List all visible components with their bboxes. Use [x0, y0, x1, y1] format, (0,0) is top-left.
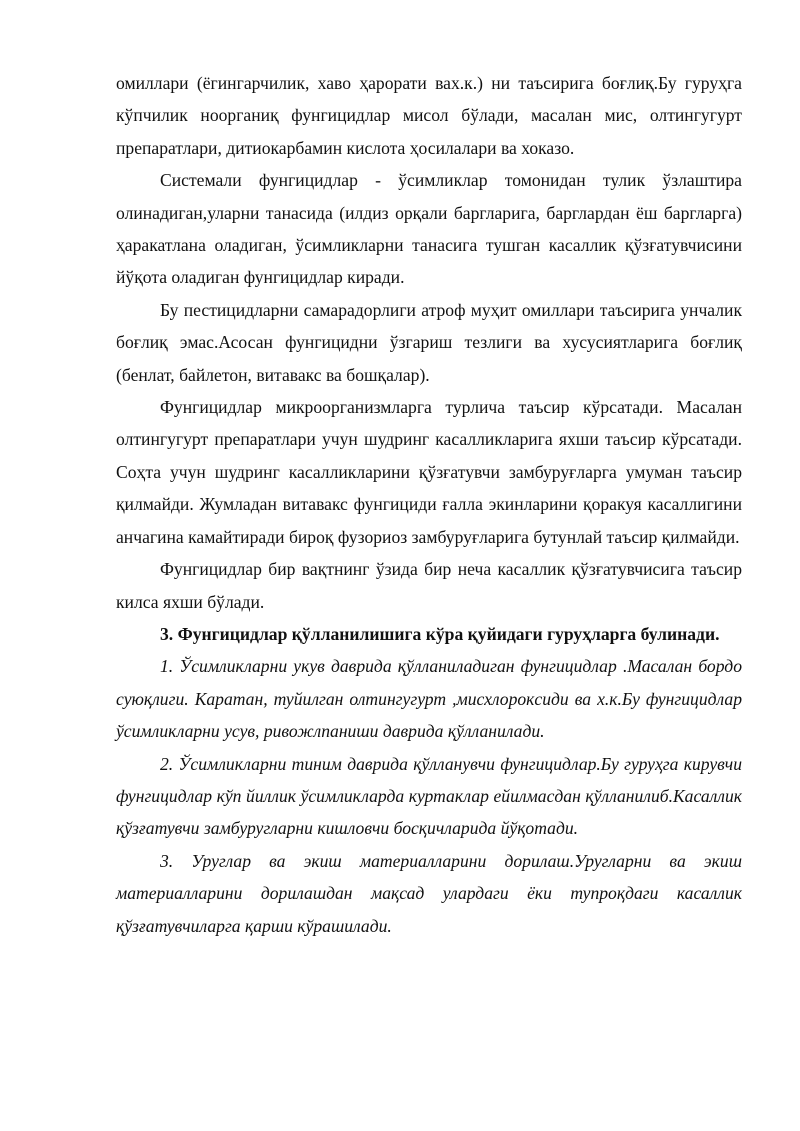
list-item: 2. Ўсимликларни тиним даврида қўлланувчи фунгицидлар.Бу гуруҳга кирувчи фунгицидлар кўп йиллик ўсимликларда куртаклар ейилмасдан қўлланилиб.Касаллик қўзғатувчи замбуругларни кишловчи босқичларида йўқотади.	[116, 753, 742, 839]
paragraph-systemic-fungicides: Системали фунгицидлар - ўсимликлар томонидан тулик ўзлаштира олинадиган,уларни танасида (илдиз орқали баргларига, барглардан ёш баргларга) ҳаракатлана оладиган, ўсимликларни танасига тушган касаллик қўзғатувчисини йўқота оладиган фунгицидлар киради.	[116, 170, 742, 288]
section-heading: 3. Фунгицидлар қўлланилишига кўра қуйидаги гуруҳларга булинади.	[160, 623, 720, 644]
paragraph-microorganism-effect: Фунгицидлар микроорганизмларга турлича таъсир кўрсатади. Масалан олтингугурт препаратлари учун шудринг касалликларига яхши таъсир кўрсатади. Соҳта учун шудринг касалликларини қўзғатувчи замбуруғларга умуман таъсир қилмайди. Жумладан витавакс фунгициди ғалла экинларини қоракуя касаллигини анчагина камайтиради бироқ фузориоз замбуруғларига бутунлай таъсир қилмайди.	[116, 397, 742, 547]
paragraph-pesticide-efficiency: Бу пестицидларни самарадорлиги атроф муҳит омиллари таъсирига унчалик боғлиқ эмас.Асосан фунгицидни ўзгариш тезлиги ва хусусиятларига боғлиқ (бенлат, байлетон, витавакс ва бошқалар).	[116, 299, 742, 385]
list-item: 1. Ўсимликларни укув даврида қўлланиладиган фунгицидлар .Масалан бордо суюқлиги. Каратан, туйилган олтингугурт ,мисхлорокcиди ва х.к.Бу фунгицидлар ўсимликларни усув, ривожлпаниши даврида қўлланилади.	[116, 656, 742, 742]
paragraph-continuation: омиллари (ёгингарчилик, хаво ҳарорати вах.к.) ни таъсирига боғлиқ.Бу гуруҳга кўпчилик ноорганиқ фунгицидлар мисол бўлади, масалан мис, олтингугурт препаратлари, дитиокарбамин кислота ҳосилалари ва хоказо.	[116, 73, 742, 158]
paragraph-multiple-pathogens: Фунгицидлар бир вақтнинг ўзида бир неча касаллик қўзғатувчисига таъсир килса яхши бўлади.	[116, 559, 742, 612]
list-item: 3. Уруглар ва экиш материалларини дорилаш.Уругларни ва экиш материалларини дорилашдан мақсад улардаги ёки тупроқдаги касаллик қўзғатувчиларга қарши кўрашилади.	[116, 850, 742, 936]
